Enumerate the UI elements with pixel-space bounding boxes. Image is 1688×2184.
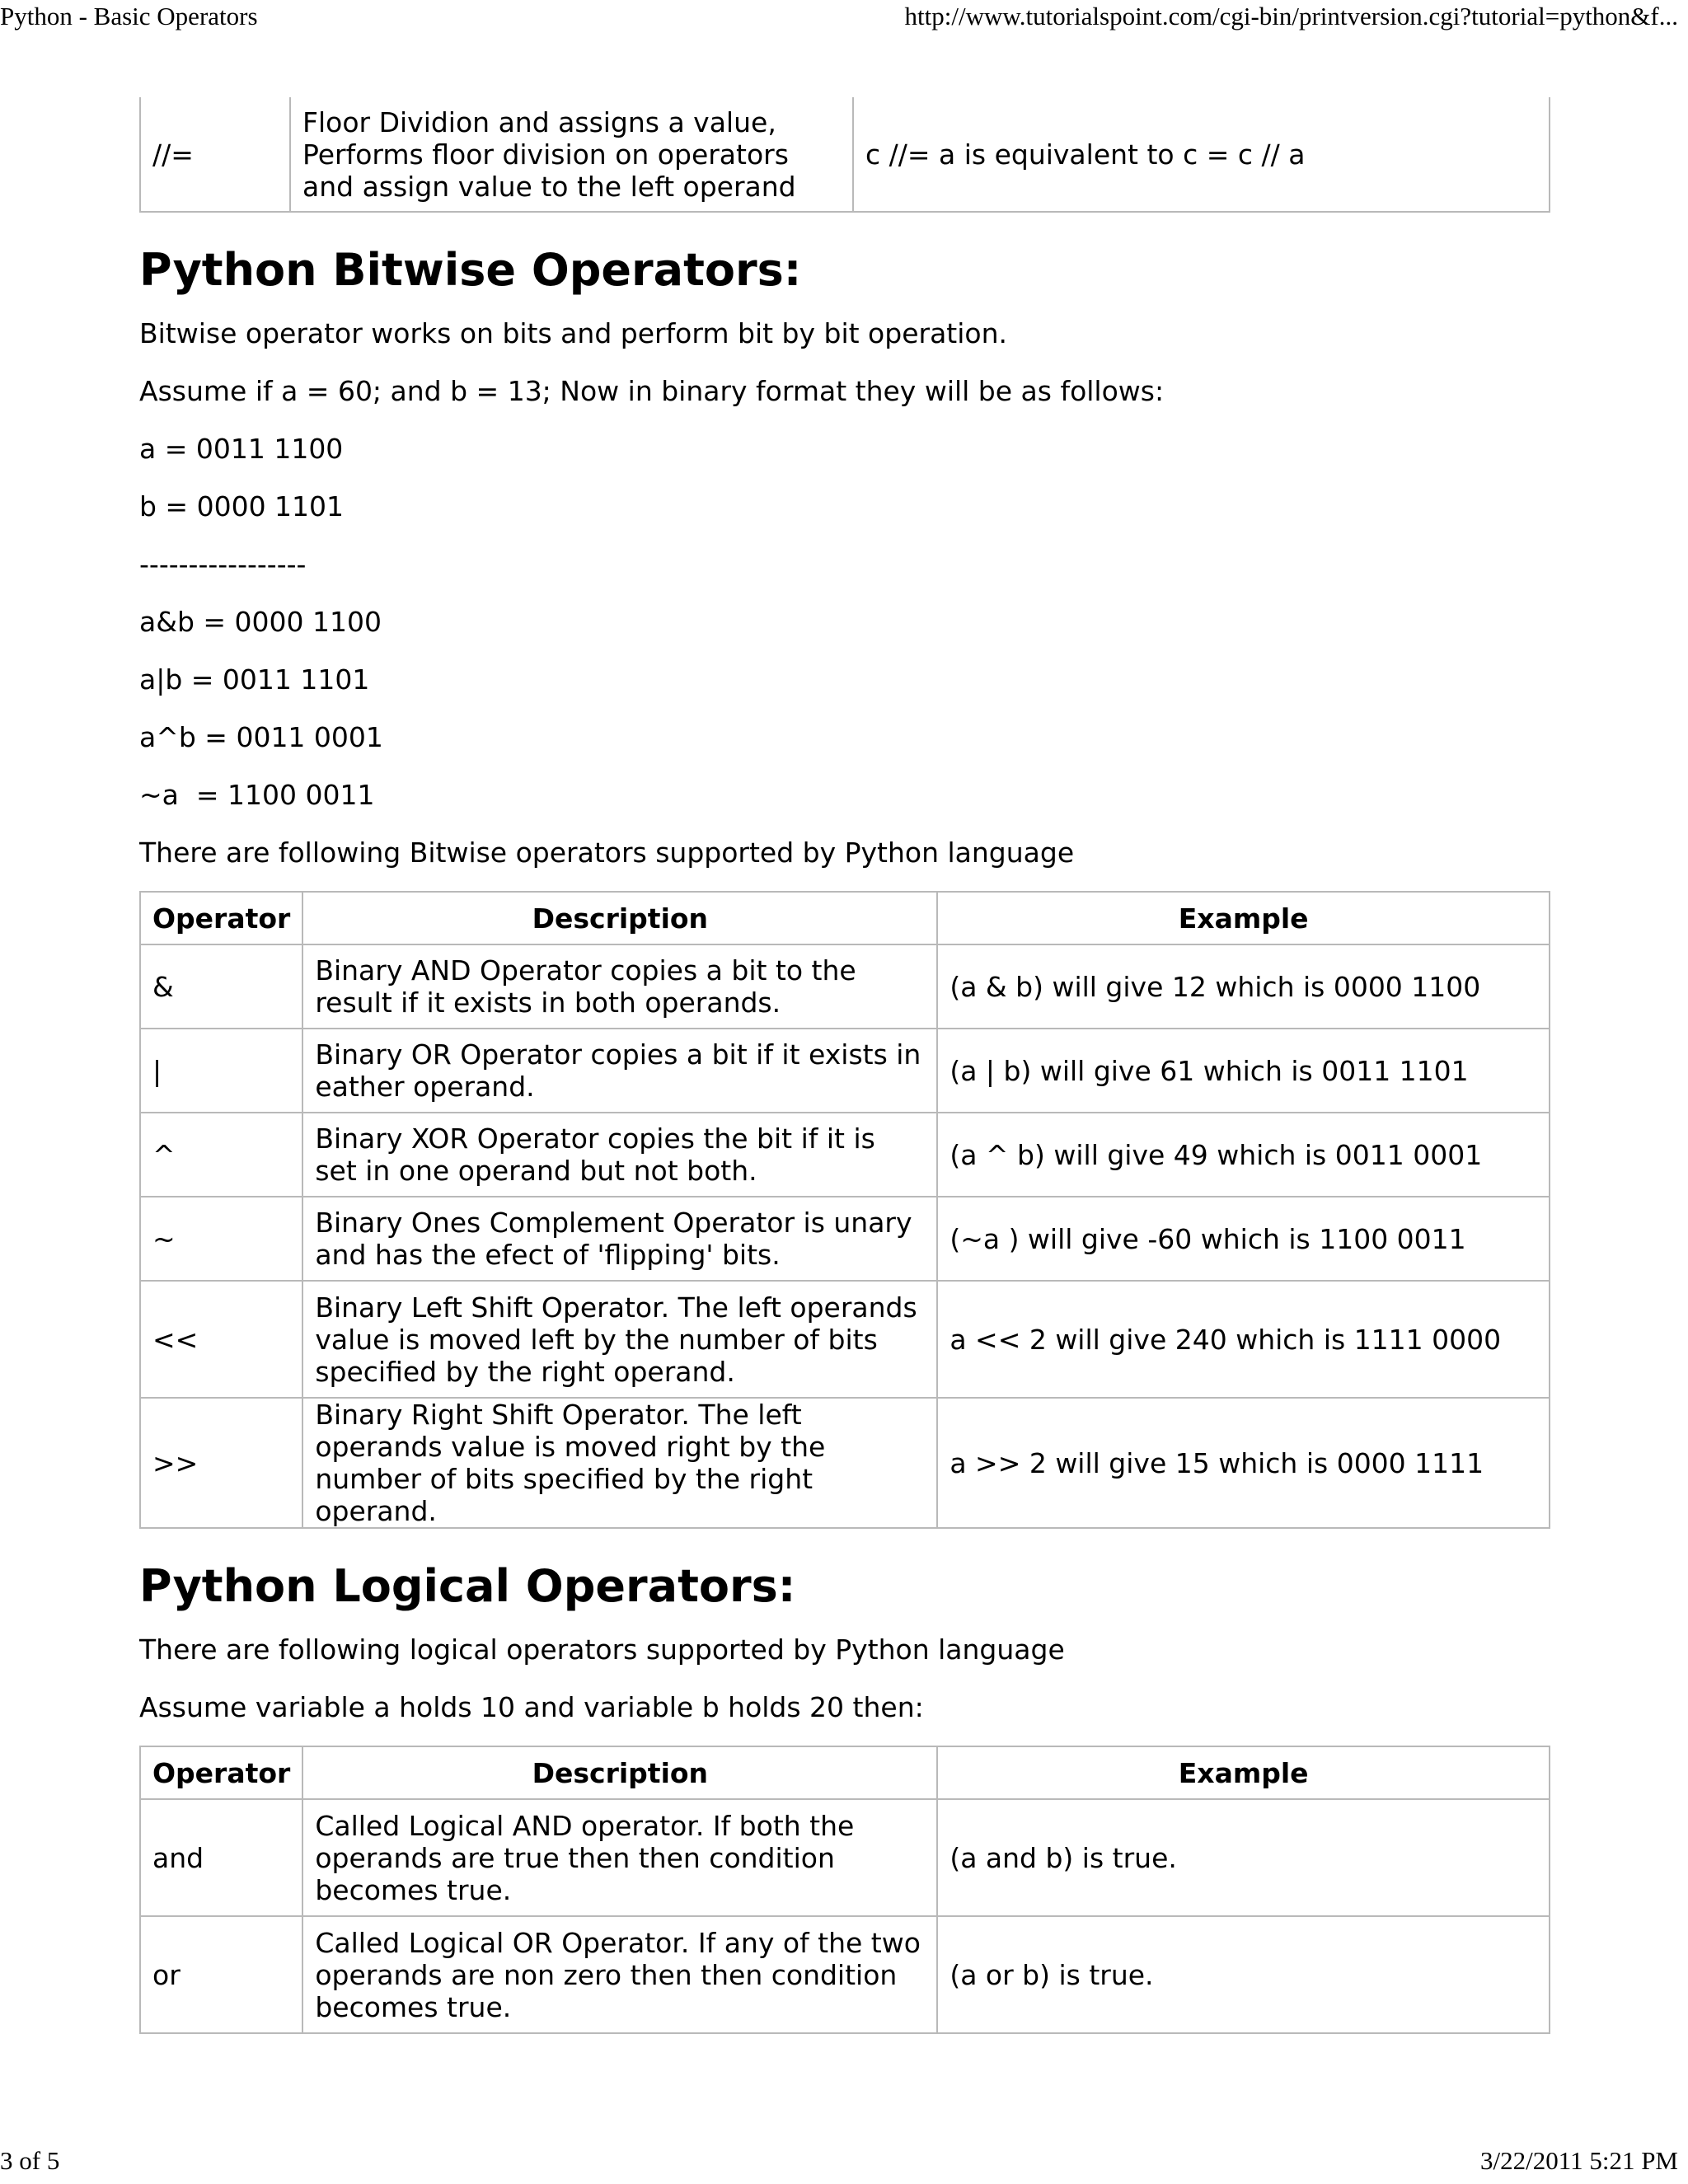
logical-supported: There are following logical operators supported by Python language (139, 1633, 1065, 1666)
binary-line: a|b = 0011 1101 (139, 663, 370, 696)
table-row (139, 1113, 1550, 1197)
table-row (139, 97, 1550, 213)
page-number: 3 of 5 (0, 2146, 60, 2175)
description-cell: Called Logical AND operator. If both the operands are true then then condition becomes true. (303, 1800, 938, 1917)
separator-line: ----------------- (139, 548, 307, 580)
column-header-example: Example (938, 891, 1550, 945)
binary-line: a&b = 0000 1100 (139, 606, 382, 638)
table-row (139, 1917, 1550, 2034)
table-row (139, 1800, 1550, 1917)
description-cell: Called Logical OR Operator. If any of the two operands are non zero then then condition becomes true. (303, 1917, 938, 2034)
description-cell: Binary Right Shift Operator. The left operands value is moved right by the number of bits specified by the right operand. (303, 1399, 938, 1529)
print-datetime: 3/22/2011 5:21 PM (1480, 2146, 1678, 2175)
operator-cell: or (139, 1917, 303, 2034)
operator-cell: & (139, 945, 303, 1029)
table-row (139, 1399, 1550, 1529)
column-header-description: Description (303, 891, 938, 945)
logical-heading: Python Logical Operators: (139, 1560, 796, 1612)
bitwise-supported: There are following Bitwise operators supported by Python language (139, 837, 1075, 869)
operator-cell: | (139, 1029, 303, 1113)
example-cell: (a | b) will give 61 which is 0011 1101 (938, 1029, 1550, 1113)
logical-operators-table (139, 1746, 1550, 2034)
binary-line: b = 0000 1101 (139, 490, 345, 523)
operator-cell: ~ (139, 1197, 303, 1282)
print-header-url[interactable]: http://www.tutorialspoint.com/cgi-bin/printversion.cgi?tutorial=python&f... (904, 2, 1678, 30)
example-cell: (a and b) is true. (938, 1800, 1550, 1917)
description-cell: Binary Left Shift Operator. The left operands value is moved left by the number of bits specified by the right operand. (303, 1282, 938, 1399)
column-header-example: Example (938, 1746, 1550, 1800)
description-cell: Binary Ones Complement Operator is unary and has the efect of 'flipping' bits. (303, 1197, 938, 1282)
logical-assume: Assume variable a holds 10 and variable b holds 20 then: (139, 1691, 924, 1723)
binary-line: a^b = 0011 0001 (139, 721, 383, 753)
operator-cell: >> (139, 1399, 303, 1529)
column-header-operator: Operator (139, 1746, 303, 1800)
bitwise-heading: Python Bitwise Operators: (139, 244, 802, 296)
description-cell: Binary AND Operator copies a bit to the result if it exists in both operands. (303, 945, 938, 1029)
operator-cell: ^ (139, 1113, 303, 1197)
table-row (139, 1029, 1550, 1113)
table-row (139, 1197, 1550, 1282)
binary-line: ~a = 1100 0011 (139, 779, 375, 811)
bitwise-operators-table (139, 891, 1550, 1529)
operator-cell: and (139, 1800, 303, 1917)
example-cell: a >> 2 will give 15 which is 0000 1111 (938, 1399, 1550, 1529)
bitwise-intro: Bitwise operator works on bits and perform bit by bit operation. (139, 317, 1007, 349)
bitwise-assume: Assume if a = 60; and b = 13; Now in binary format they will be as follows: (139, 375, 1165, 407)
table-row (139, 1282, 1550, 1399)
description-cell: Binary OR Operator copies a bit if it exists in eather operand. (303, 1029, 938, 1113)
column-header-description: Description (303, 1746, 938, 1800)
description-cell: Floor Dividion and assigns a value, Performs floor division on operators and assign value to the left operand (291, 97, 854, 213)
example-cell: (a & b) will give 12 which is 0000 1100 (938, 945, 1550, 1029)
table-header-row (139, 891, 1550, 945)
print-header-title: Python - Basic Operators (0, 2, 258, 30)
description-cell: Binary XOR Operator copies the bit if it is set in one operand but not both. (303, 1113, 938, 1197)
table-header-row (139, 1746, 1550, 1800)
assignment-operators-table-continued (139, 97, 1550, 213)
table-row (139, 945, 1550, 1029)
operator-cell: //= (139, 97, 291, 213)
example-cell: a << 2 will give 240 which is 1111 0000 (938, 1282, 1550, 1399)
column-header-operator: Operator (139, 891, 303, 945)
example-cell: (a ^ b) will give 49 which is 0011 0001 (938, 1113, 1550, 1197)
binary-line: a = 0011 1100 (139, 433, 344, 465)
example-cell: c //= a is equivalent to c = c // a (854, 97, 1550, 213)
example-cell: (a or b) is true. (938, 1917, 1550, 2034)
example-cell: (~a ) will give -60 which is 1100 0011 (938, 1197, 1550, 1282)
operator-cell: << (139, 1282, 303, 1399)
page-content (139, 97, 1550, 2034)
